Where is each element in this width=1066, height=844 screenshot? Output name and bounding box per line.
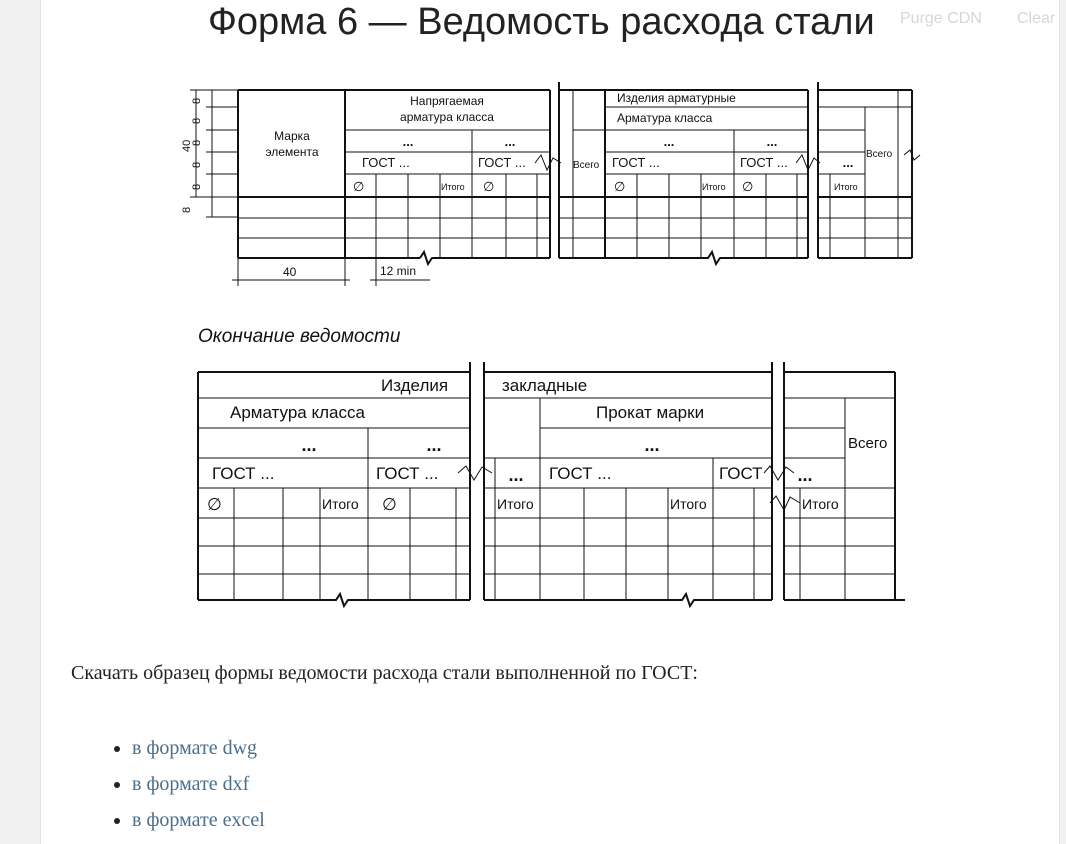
- dots: ...: [301, 435, 317, 455]
- dots: ...: [644, 435, 660, 455]
- armatura-label: Арматура класса: [617, 111, 713, 125]
- zakladnye-label: закладные: [502, 376, 588, 395]
- dim-8: 8: [191, 139, 203, 146]
- armatura-label: Арматура класса: [230, 403, 365, 422]
- dim-width-12min: 12 min: [380, 264, 417, 278]
- list-item: [132, 808, 265, 844]
- dots: ...: [842, 155, 854, 170]
- itogo-label: Итого: [322, 496, 359, 512]
- itogo-label: Итого: [702, 182, 726, 192]
- gost-label: ГОСТ ...: [362, 155, 410, 170]
- dim-8: 8: [191, 97, 203, 104]
- gost-label: ГОСТ: [719, 464, 763, 483]
- dots: ...: [504, 134, 516, 149]
- dim-width-40: 40: [283, 265, 297, 279]
- vsego-label: Всего: [573, 160, 600, 171]
- izdelia-label: Изделия: [381, 376, 449, 395]
- itogo-label: Итого: [834, 182, 858, 192]
- vsego-label: Всего: [866, 149, 893, 160]
- dim-8: 8: [191, 161, 203, 168]
- diameter-symbol: ∅: [382, 495, 397, 514]
- gost-label: ГОСТ ...: [478, 155, 526, 170]
- dim-8: 8: [191, 117, 203, 124]
- diameter-symbol: ∅: [614, 179, 626, 194]
- dots: ...: [402, 134, 414, 149]
- dots: ...: [797, 465, 813, 485]
- clear-button[interactable]: Clear: [1017, 10, 1056, 27]
- download-dwg-link[interactable]: в формате dwg: [132, 737, 258, 759]
- list-item: [132, 736, 265, 772]
- dots: ...: [426, 435, 442, 455]
- vsego-label: Всего: [848, 435, 888, 452]
- diameter-symbol: ∅: [483, 179, 495, 194]
- marka-label-1: Марка: [274, 129, 310, 143]
- prokat-label: Прокат марки: [596, 403, 705, 422]
- diameter-symbol: ∅: [207, 495, 222, 514]
- gost-label: ГОСТ ...: [549, 464, 612, 483]
- download-excel-link[interactable]: в формате excel: [132, 809, 265, 831]
- purge-cdn-button[interactable]: Purge CDN: [900, 10, 982, 27]
- dots: ...: [766, 134, 778, 149]
- diameter-symbol: ∅: [353, 179, 365, 194]
- gost-label: ГОСТ ...: [376, 464, 439, 483]
- itogo-label: Итого: [497, 496, 534, 512]
- gost-label: ГОСТ ...: [212, 464, 275, 483]
- gost-label: ГОСТ ...: [740, 155, 788, 170]
- itogo-label: Итого: [802, 496, 839, 512]
- page-title: Форма 6 — Ведомость расхода стали: [208, 1, 875, 43]
- list-item: [132, 772, 265, 808]
- download-links-list: [70, 736, 265, 844]
- form-drawing-top: [0, 0, 1066, 300]
- dim-40: 40: [181, 139, 193, 152]
- itogo-label: Итого: [441, 182, 465, 192]
- diameter-symbol: ∅: [742, 179, 754, 194]
- gost-label: ГОСТ ...: [612, 155, 660, 170]
- dots: ...: [663, 134, 675, 149]
- napr-label-2: арматура класса: [400, 110, 494, 124]
- dim-8: 8: [191, 183, 203, 190]
- form-end-heading: Окончание ведомости: [198, 326, 401, 347]
- marka-label-2: элемента: [265, 145, 319, 159]
- form-drawing-bottom: [0, 310, 1066, 620]
- download-dxf-link[interactable]: в формате dxf: [132, 773, 250, 795]
- download-description: Скачать образец формы ведомости расхода стали выполненной по ГОСТ:: [71, 662, 698, 684]
- izdelia-label: Изделия арматурные: [617, 91, 736, 105]
- dots: ...: [508, 465, 524, 485]
- napr-label-1: Напрягаемая: [410, 94, 484, 108]
- itogo-label: Итого: [670, 496, 707, 512]
- dim-8: 8: [181, 206, 193, 213]
